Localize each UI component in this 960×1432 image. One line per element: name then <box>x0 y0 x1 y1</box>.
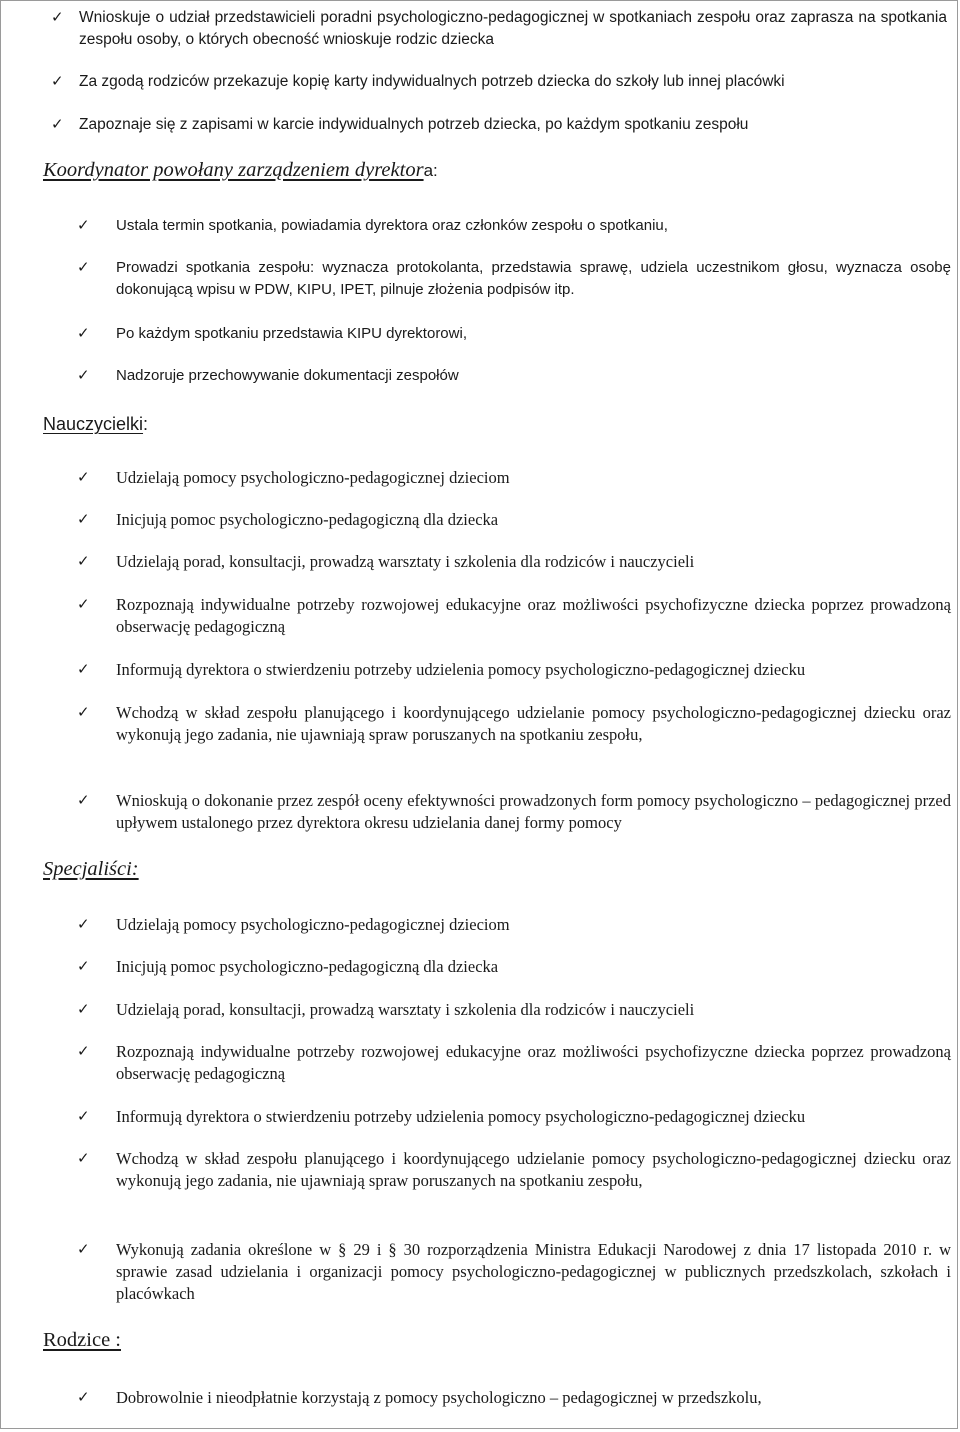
list-item: ✓ Wykonują zadania określone w § 29 i § 30 rozporządzenia Ministra Edukacji Narodowej z dnia 17 listopada 2010 r. w sprawie zasad udzielania i organizacji pomocy psychologiczno-pedagogicznej w publicznych przedszkolach, szkołach i placówkach <box>77 1240 951 1303</box>
checkmark-icon: ✓ <box>77 703 90 721</box>
list-item: ✓ Wchodzą w skład zespołu planującego i koordynującego udzielanie pomocy psychologiczno-pedagogicznej dziecku oraz wykonują jego zadania, nie ujawniają spraw poruszanych na spotkaniu zespołu, <box>77 703 951 744</box>
checkmark-icon: ✓ <box>77 468 90 486</box>
checkmark-icon: ✓ <box>77 915 90 933</box>
checkmark-icon: ✓ <box>77 791 90 809</box>
checkmark-icon: ✓ <box>51 8 64 26</box>
checkmark-icon: ✓ <box>51 72 64 90</box>
list-item: ✓ Inicjują pomoc psychologiczno-pedagogiczną dla dziecka <box>77 510 499 529</box>
list-item: ✓ Za zgodą rodziców przekazuje kopię karty indywidualnych potrzeb dziecka do szkoły lub innej placówki <box>51 72 785 90</box>
list-item: ✓ Udzielają pomocy psychologiczno-pedagogicznej dzieciom <box>77 468 510 487</box>
section-heading-nauczycielki: Nauczycielki: <box>43 414 149 434</box>
checkmark-icon: ✓ <box>77 324 90 342</box>
list-item: ✓ Ustala termin spotkania, powiadamia dyrektora oraz członków zespołu o spotkaniu, <box>77 216 668 234</box>
checkmark-icon: ✓ <box>77 552 90 570</box>
list-item: ✓ Udzielają porad, konsultacji, prowadzą warsztaty i szkolenia dla rodziców i nauczycieli <box>77 552 695 571</box>
list-item: ✓ Informują dyrektora o stwierdzeniu potrzeby udzielenia pomocy psychologiczno-pedagogicznej dziecku <box>77 660 806 679</box>
list-item: ✓ Udzielają pomocy psychologiczno-pedagogicznej dzieciom <box>77 915 510 934</box>
list-item: ✓ Rozpoznają indywidualne potrzeby rozwojowej edukacyjne oraz możliwości psychofizyczne dziecka poprzez prowadzoną obserwację pedagogiczną <box>77 1042 951 1083</box>
list-item: ✓ Wchodzą w skład zespołu planującego i koordynującego udzielanie pomocy psychologiczno-pedagogicznej dziecku oraz wykonują jego zadania, nie ujawniają spraw poruszanych na spotkaniu zespołu, <box>77 1149 951 1190</box>
checkmark-icon: ✓ <box>77 595 90 613</box>
checkmark-icon: ✓ <box>77 1107 90 1125</box>
checkmark-icon: ✓ <box>77 1149 90 1167</box>
list-item: ✓ Informują dyrektora o stwierdzeniu potrzeby udzielenia pomocy psychologiczno-pedagogicznej dziecku <box>77 1107 806 1126</box>
checkmark-icon: ✓ <box>77 258 90 276</box>
list-item: ✓ Zapoznaje się z zapisami w karcie indywidualnych potrzeb dziecka, po każdym spotkaniu zespołu <box>51 115 749 133</box>
checkmark-icon: ✓ <box>77 1000 90 1018</box>
list-item: ✓ Po każdym spotkaniu przedstawia KIPU dyrektorowi, <box>77 324 467 342</box>
section-heading-koordynator: Koordynator powołany zarządzeniem dyrektora: <box>43 159 438 181</box>
checkmark-icon: ✓ <box>77 510 90 528</box>
list-item: ✓ Nadzoruje przechowywanie dokumentacji zespołów <box>77 366 459 384</box>
checkmark-icon: ✓ <box>77 1042 90 1060</box>
section-heading-rodzice: Rodzice : <box>43 1329 121 1351</box>
checkmark-icon: ✓ <box>77 660 90 678</box>
list-item: ✓ Dobrowolnie i nieodpłatnie korzystają z pomocy psychologiczno – pedagogicznej w przedszkolu, <box>77 1388 762 1407</box>
list-item: ✓ Wnioskują o dokonanie przez zespół oceny efektywności prowadzonych form pomocy psychologiczno – pedagogicznej przed upływem ustalonego przez dyrektora okresu udzielania danej formy pomocy <box>77 791 951 832</box>
list-item: ✓ Inicjują pomoc psychologiczno-pedagogiczną dla dziecka <box>77 957 499 976</box>
checkmark-icon: ✓ <box>77 957 90 975</box>
checkmark-icon: ✓ <box>51 115 64 133</box>
checkmark-icon: ✓ <box>77 366 90 384</box>
section-heading-specjalisci: Specjaliści: <box>43 858 139 880</box>
list-item: ✓ Rozpoznają indywidualne potrzeby rozwojowej edukacyjne oraz możliwości psychofizyczne dziecka poprzez prowadzoną obserwację pedagogiczną <box>77 595 951 636</box>
list-item: ✓ Prowadzi spotkania zespołu: wyznacza protokolanta, przedstawia sprawę, udziela uczestnikom głosu, wyznacza osobę dokonującą wpisu w PDW, KIPU, IPET, pilnuje złożenia podpisów itp. <box>77 258 951 298</box>
list-item: ✓ Udzielają porad, konsultacji, prowadzą warsztaty i szkolenia dla rodziców i nauczycieli <box>77 1000 695 1019</box>
list-item: ✓ Wnioskuje o udział przedstawicieli poradni psychologiczno-pedagogicznej w spotkaniach zespołu oraz zaprasza na spotkania zespołu osoby, o których obecność wnioskuje rodzic dziecka <box>51 8 947 48</box>
checkmark-icon: ✓ <box>77 1240 90 1258</box>
checkmark-icon: ✓ <box>77 216 90 234</box>
checkmark-icon: ✓ <box>77 1388 90 1406</box>
